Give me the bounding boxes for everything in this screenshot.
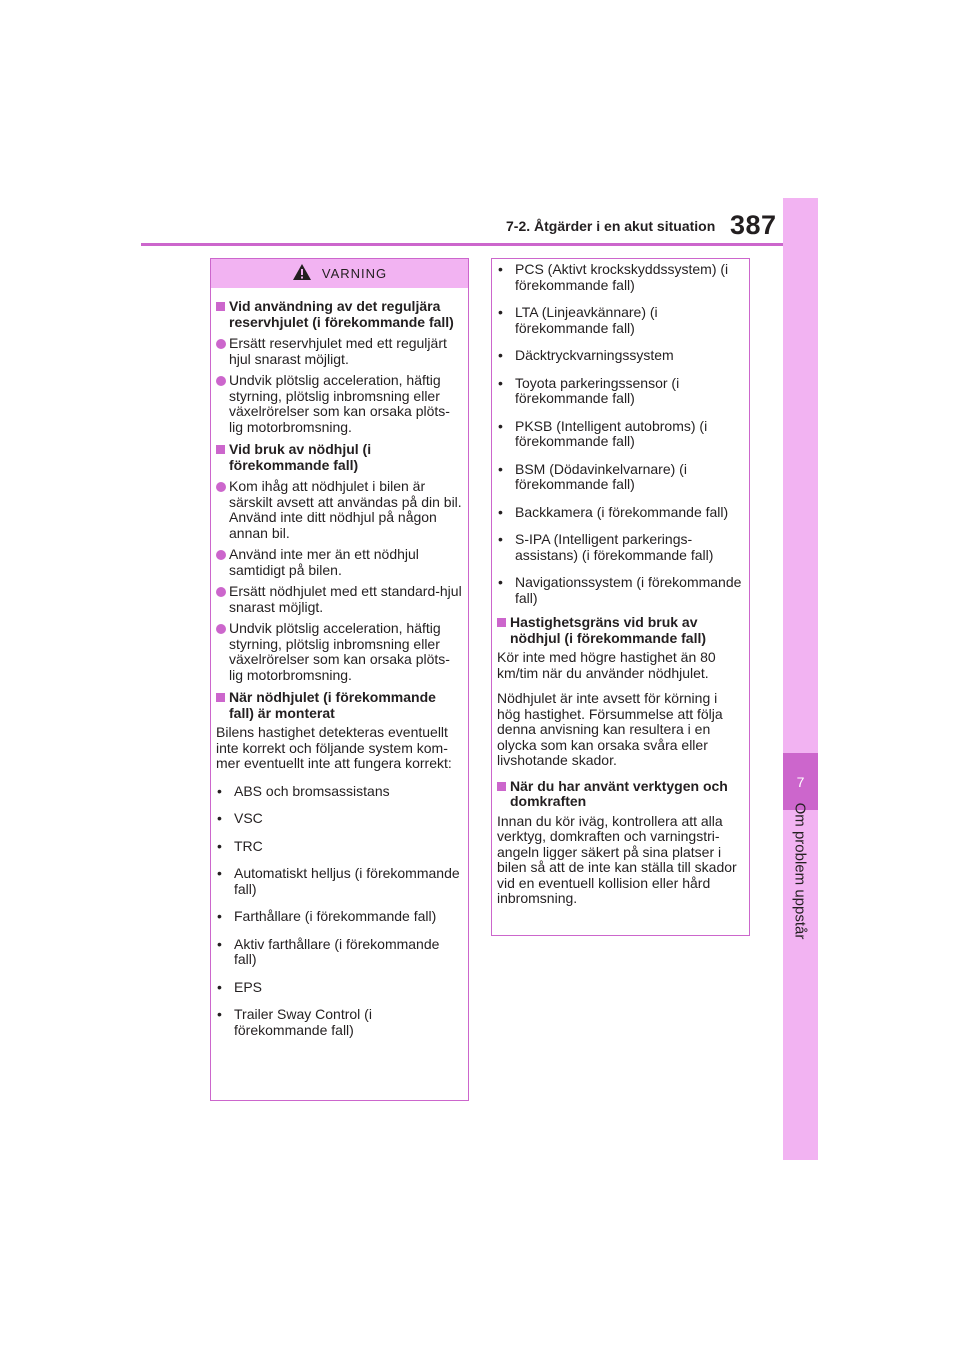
square-marker-icon bbox=[497, 782, 506, 791]
square-marker-icon bbox=[216, 445, 225, 454]
section-title: 7-2. Åtgärder i en akut situation bbox=[506, 218, 716, 234]
square-marker-icon bbox=[497, 618, 506, 627]
header-rule bbox=[141, 243, 783, 246]
list-item: Kom ihåg att nödhjulet i bilen är särskilt avsett att användas på din bil. Använd inte ditt nödhjul på någon annan bil. bbox=[216, 479, 462, 541]
list-item: • TRC bbox=[217, 837, 263, 854]
list-item: Undvik plötslig acceleration, häftig styrning, plötslig inbromsning eller växelrörelser som kan orsaka plöts-lig motorbromsning. bbox=[216, 621, 462, 683]
list-item: Ersätt reservhjulet med ett reguljärt hjul snarast möjligt. bbox=[216, 336, 462, 367]
square-marker-icon bbox=[216, 302, 225, 311]
side-tab bbox=[783, 198, 818, 1160]
section-heading: När nödhjulet (i förekommande fall) är monterat bbox=[216, 690, 462, 721]
list-item: • Farthållare (i förekommande fall) bbox=[217, 908, 437, 924]
list-item: • Aktiv farthållare (i förekommande fall) bbox=[217, 935, 440, 967]
paragraph: Nödhjulet är inte avsett för körning i hög hastighet. Försummelse att följa denna anvisning kan resultera i en olycka som kan orsaka svåra eller livshotande skador. bbox=[497, 690, 723, 768]
paragraph: Bilens hastighet detekteras eventuellt inte korrekt och följande system kom-mer eventuellt inte att fungera korrekt: bbox=[216, 724, 452, 771]
list-item: • PKSB (Intelligent autobroms) (i förekommande fall) bbox=[498, 417, 708, 449]
warning-box-right bbox=[491, 258, 750, 936]
list-item: • BSM (Dödavinkelvarnare) (i förekommande fall) bbox=[498, 460, 687, 492]
warning-header bbox=[211, 259, 468, 288]
paragraph: Innan du kör iväg, kontrollera att alla verktyg, domkraften och varningstri-angeln ligger säkert på sina platser i bilen så att de inte kan ställa till skador vid en eventuell kollision eller hård inbromsning. bbox=[497, 812, 737, 906]
chapter-title: Om problem uppstår bbox=[791, 802, 809, 940]
section-heading: När du har använt verktygen och domkraften bbox=[497, 779, 743, 810]
list-item: Använd inte mer än ett nödhjul samtidigt på bilen. bbox=[216, 547, 462, 578]
list-item: • Automatiskt helljus (i förekommande fall) bbox=[217, 865, 460, 897]
page-number: 387 bbox=[730, 210, 777, 240]
list-item: • S-IPA (Intelligent parkerings-assistans) (i förekommande fall) bbox=[498, 531, 714, 563]
square-marker-icon bbox=[216, 693, 225, 702]
paragraph: Kör inte med högre hastighet än 80 km/tim när du använder nödhjulet. bbox=[497, 649, 716, 681]
list-item: • EPS bbox=[217, 978, 263, 995]
circle-bullet-icon bbox=[216, 482, 226, 492]
list-item: • Toyota parkeringssensor (i förekommande fall) bbox=[498, 374, 680, 406]
circle-bullet-icon bbox=[216, 550, 226, 560]
circle-bullet-icon bbox=[216, 339, 226, 349]
list-item: • LTA (Linjeavkännare) (i förekommande fall) bbox=[498, 304, 658, 336]
circle-bullet-icon bbox=[216, 624, 226, 634]
list-item: • Backkamera (i förekommande fall) bbox=[498, 503, 729, 520]
warning-heading: VARNING bbox=[321, 266, 388, 281]
circle-bullet-icon bbox=[216, 587, 226, 597]
list-item: Undvik plötslig acceleration, häftig styrning, plötslig inbromsning eller växelrörelser som kan orsaka plöts-lig motorbromsning. bbox=[216, 373, 462, 435]
section-heading: Vid bruk av nödhjul (i förekommande fall) bbox=[216, 442, 462, 473]
warning-box-left bbox=[210, 258, 469, 1101]
warning-triangle-icon bbox=[292, 263, 312, 284]
list-item: • ABS och bromsassistans bbox=[217, 782, 390, 799]
list-item: • VSC bbox=[217, 810, 263, 826]
section-heading: Vid användning av det reguljära reservhjulet (i förekommande fall) bbox=[216, 299, 462, 330]
section-heading: Hastighetsgräns vid bruk av nödhjul (i förekommande fall) bbox=[497, 615, 743, 646]
list-item: Ersätt nödhjulet med ett standard-hjul snarast möjligt. bbox=[216, 584, 462, 615]
circle-bullet-icon bbox=[216, 376, 226, 386]
list-item: • Navigationssystem (i förekommande fall) bbox=[498, 574, 742, 606]
list-item: • Däcktryckvarningssystem bbox=[498, 347, 674, 363]
list-item: • PCS (Aktivt krockskyddssystem) (i förekommande fall) bbox=[498, 261, 729, 293]
chapter-number: 7 bbox=[783, 753, 818, 810]
list-item: • Trailer Sway Control (i förekommande fall) bbox=[217, 1006, 372, 1038]
